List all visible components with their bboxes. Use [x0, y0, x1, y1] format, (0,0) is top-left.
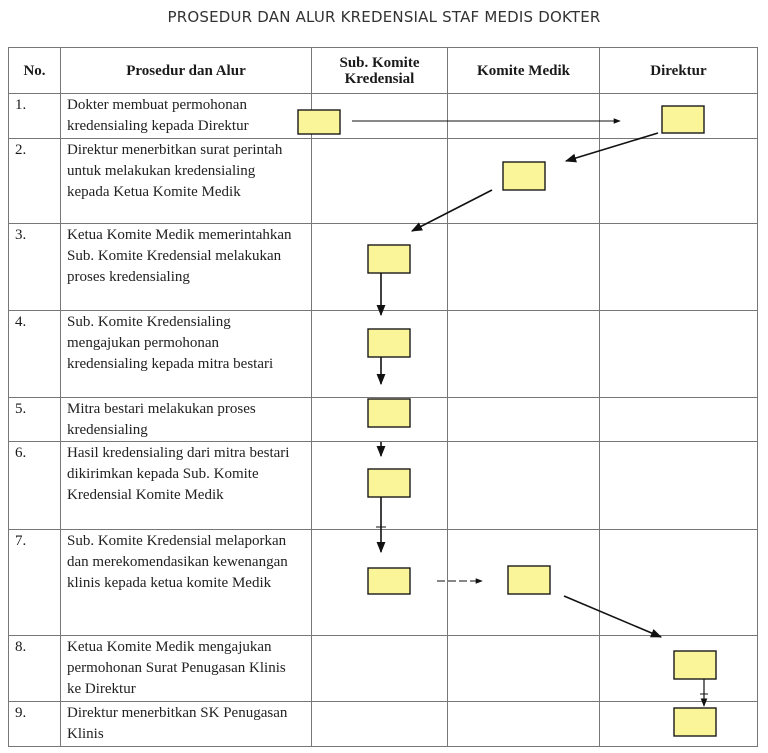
step-description: Dokter membuat permohonan kredensialing kepada Direktur: [61, 94, 312, 139]
step-number: 4.: [9, 311, 61, 398]
process-box-step1-dokter: [298, 110, 340, 134]
step-number: 1.: [9, 94, 61, 139]
arrow-komite-medik-to-sub-komite: [412, 190, 492, 231]
step-description: Sub. Komite Kredensial melaporkan dan merekomendasikan kewenangan klinis kepada ketua komite Medik: [61, 530, 312, 636]
process-box-step5-sub-komite: [368, 399, 410, 427]
process-box-step6-sub-komite: [368, 469, 410, 497]
process-box-step1-direktur: [662, 106, 704, 133]
step-number: 9.: [9, 702, 61, 747]
arrow-komite-medik-to-direktur: [564, 596, 661, 637]
process-box-step7-sub-komite: [368, 568, 410, 594]
step-number: 3.: [9, 224, 61, 311]
header-sub-komite-line1: Sub. Komite: [339, 54, 420, 71]
process-box-step2-komite-medik: [503, 162, 545, 190]
process-box-step4-sub-komite: [368, 329, 410, 357]
step-number: 2.: [9, 139, 61, 224]
header-sub-komite-line2: Kredensial: [344, 70, 415, 87]
step-description: Mitra bestari melakukan proses kredensialing: [61, 398, 312, 442]
step-description: Direktur menerbitkan surat perintah untuk melakukan kredensialing kepada Ketua Komite Medik: [61, 139, 312, 224]
header-no: No.: [9, 48, 61, 94]
step-description: Direktur menerbitkan SK Penugasan Klinis: [61, 702, 312, 747]
header-procedure: Prosedur dan Alur: [61, 48, 312, 94]
step-description: Ketua Komite Medik memerintahkan Sub. Komite Kredensial melakukan proses kredensialing: [61, 224, 312, 311]
step-number: 7.: [9, 530, 61, 636]
process-boxes: [298, 106, 716, 736]
step-number: 8.: [9, 636, 61, 702]
diagram-title: PROSEDUR DAN ALUR KREDENSIAL STAF MEDIS DOKTER: [167, 8, 601, 26]
process-box-step7-komite-medik: [508, 566, 550, 594]
step-description: Hasil kredensialing dari mitra bestari dikirimkan kepada Sub. Komite Kredensial Komite Medik: [61, 442, 312, 530]
step-number: 5.: [9, 398, 61, 442]
header-komite-medik: Komite Medik: [448, 48, 600, 94]
step-description: Sub. Komite Kredensialing mengajukan permohonan kredensialing kepada mitra bestari: [61, 311, 312, 398]
arrow-direktur-to-komite-medik: [566, 133, 658, 161]
step-description: Ketua Komite Medik mengajukan permohonan Surat Penugasan Klinis ke Direktur: [61, 636, 312, 702]
process-box-step3-sub-komite: [368, 245, 410, 273]
header-direktur: Direktur: [600, 48, 758, 94]
step-number: 6.: [9, 442, 61, 530]
process-box-step9-direktur: [674, 708, 716, 736]
process-box-step8-direktur: [674, 651, 716, 679]
